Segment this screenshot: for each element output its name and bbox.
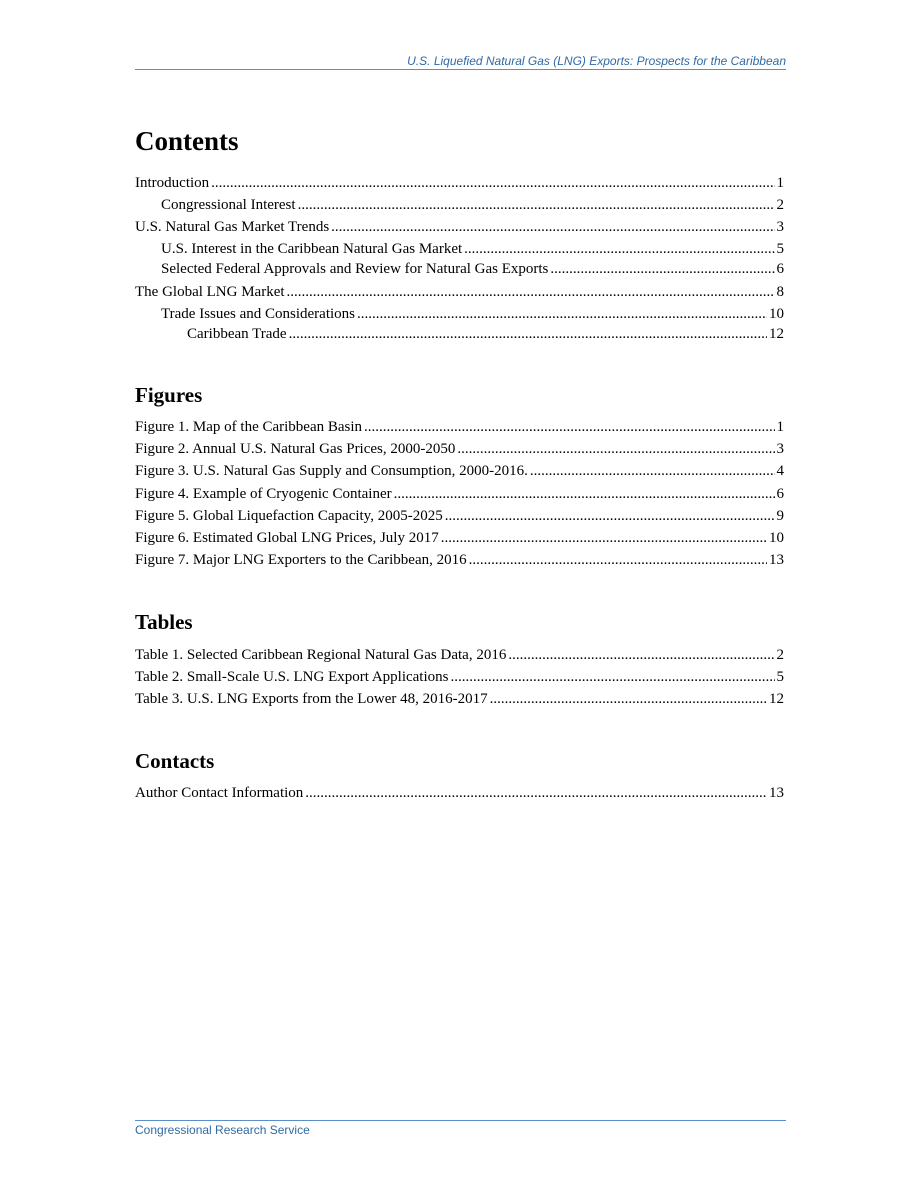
toc-entry-page: 13: [769, 552, 784, 568]
toc-entry-page: 12: [769, 326, 784, 342]
toc-entry-page: 12: [769, 691, 784, 707]
dot-leader: [469, 550, 767, 570]
toc-entry-page: 1: [776, 419, 784, 435]
toc-entry-label: Congressional Interest: [161, 197, 296, 213]
toc-entry-congressional-interest[interactable]: [135, 195, 784, 215]
toc-entry-label: Figure 4. Example of Cryogenic Container: [135, 486, 392, 502]
toc-entry-label: Table 1. Selected Caribbean Regional Natural Gas Data, 2016: [135, 647, 507, 663]
dot-leader: [364, 417, 774, 437]
toc-entry-label: U.S. Natural Gas Market Trends: [135, 219, 330, 235]
contents-heading: Contents: [135, 126, 239, 156]
running-footer: Congressional Research Service: [135, 1123, 310, 1137]
toc-entry-page: 10: [769, 306, 784, 322]
dot-leader: [357, 304, 767, 324]
toc-entry-label: Table 2. Small-Scale U.S. LNG Export Applications: [135, 669, 449, 685]
toc-entry-label: The Global LNG Market: [135, 284, 285, 300]
dot-leader: [490, 689, 767, 709]
toc-entry-figure-1[interactable]: [135, 417, 784, 437]
toc-entry-table-1[interactable]: [135, 645, 784, 665]
dot-leader: [331, 217, 774, 237]
dot-leader: [445, 506, 775, 526]
figures-heading: Figures: [135, 383, 203, 407]
toc-entry-label: Figure 7. Major LNG Exporters to the Caribbean, 2016: [135, 552, 467, 568]
toc-entry-page: 3: [776, 441, 784, 457]
dot-leader: [441, 528, 767, 548]
toc-entry-page: 4: [776, 463, 784, 479]
toc-entry-page: 2: [776, 647, 784, 663]
toc-entry-page: 6: [776, 486, 784, 502]
toc-entry-page: 10: [769, 530, 784, 546]
toc-entry-label: Figure 5. Global Liquefaction Capacity, 2005-2025: [135, 508, 443, 524]
toc-entry-label: Figure 1. Map of the Caribbean Basin: [135, 419, 363, 435]
toc-entry-federal-approvals[interactable]: [135, 259, 784, 279]
toc-entry-page: 8: [776, 284, 784, 300]
toc-entry-author-contact[interactable]: [135, 783, 784, 803]
footer-rule: [135, 1120, 786, 1121]
dot-leader: [394, 484, 775, 504]
toc-entry-page: 6: [776, 261, 784, 277]
toc-entry-page: 3: [776, 219, 784, 235]
toc-entry-caribbean-market-interest[interactable]: [135, 239, 784, 259]
toc-entry-page: 13: [769, 785, 784, 801]
tables-heading: Tables: [135, 610, 193, 634]
toc-entry-introduction[interactable]: [135, 173, 784, 193]
toc-entry-label: Figure 3. U.S. Natural Gas Supply and Consumption, 2000-2016.: [135, 463, 528, 479]
dot-leader: [508, 645, 774, 665]
dot-leader: [211, 173, 774, 193]
toc-entry-label: Trade Issues and Considerations: [161, 306, 356, 322]
toc-entry-caribbean-trade[interactable]: [135, 324, 784, 344]
toc-entry-figure-7[interactable]: [135, 550, 784, 570]
dot-leader: [289, 324, 767, 344]
toc-entry-label: Introduction: [135, 175, 210, 191]
toc-entry-page: 9: [776, 508, 784, 524]
toc-entry-figure-2[interactable]: [135, 439, 784, 459]
dot-leader: [550, 259, 774, 279]
toc-entry-page: 5: [776, 241, 784, 257]
toc-entry-figure-3[interactable]: [135, 461, 784, 481]
toc-entry-page: 1: [776, 175, 784, 191]
toc-entry-page: 2: [776, 197, 784, 213]
toc-entry-label: Table 3. U.S. LNG Exports from the Lower 48, 2016-2017: [135, 691, 488, 707]
contacts-heading: Contacts: [135, 749, 215, 773]
dot-leader: [450, 667, 774, 687]
toc-entry-label: Selected Federal Approvals and Review for Natural Gas Exports: [161, 261, 549, 277]
toc-entry-trade-issues[interactable]: [135, 304, 784, 324]
toc-entry-table-3[interactable]: [135, 689, 784, 709]
toc-entry-page: 5: [776, 669, 784, 685]
header-rule: [135, 69, 786, 70]
running-header: U.S. Liquefied Natural Gas (LNG) Exports: Prospects for the Caribbean: [407, 54, 786, 68]
dot-leader: [530, 461, 775, 481]
toc-entry-label: Figure 2. Annual U.S. Natural Gas Prices, 2000-2050: [135, 441, 456, 457]
toc-entry-figure-4[interactable]: [135, 484, 784, 504]
toc-entry-figure-5[interactable]: [135, 506, 784, 526]
toc-entry-label: Figure 6. Estimated Global LNG Prices, July 2017: [135, 530, 439, 546]
toc-entry-table-2[interactable]: [135, 667, 784, 687]
dot-leader: [305, 783, 767, 803]
toc-entry-label: Caribbean Trade: [187, 326, 287, 342]
dot-leader: [298, 195, 775, 215]
dot-leader: [464, 239, 774, 259]
dot-leader: [287, 282, 775, 302]
dot-leader: [457, 439, 774, 459]
toc-entry-market-trends[interactable]: [135, 217, 784, 237]
toc-entry-figure-6[interactable]: [135, 528, 784, 548]
toc-entry-label: U.S. Interest in the Caribbean Natural Gas Market: [161, 241, 463, 257]
toc-entry-label: Author Contact Information: [135, 785, 304, 801]
toc-entry-global-lng-market[interactable]: [135, 282, 784, 302]
